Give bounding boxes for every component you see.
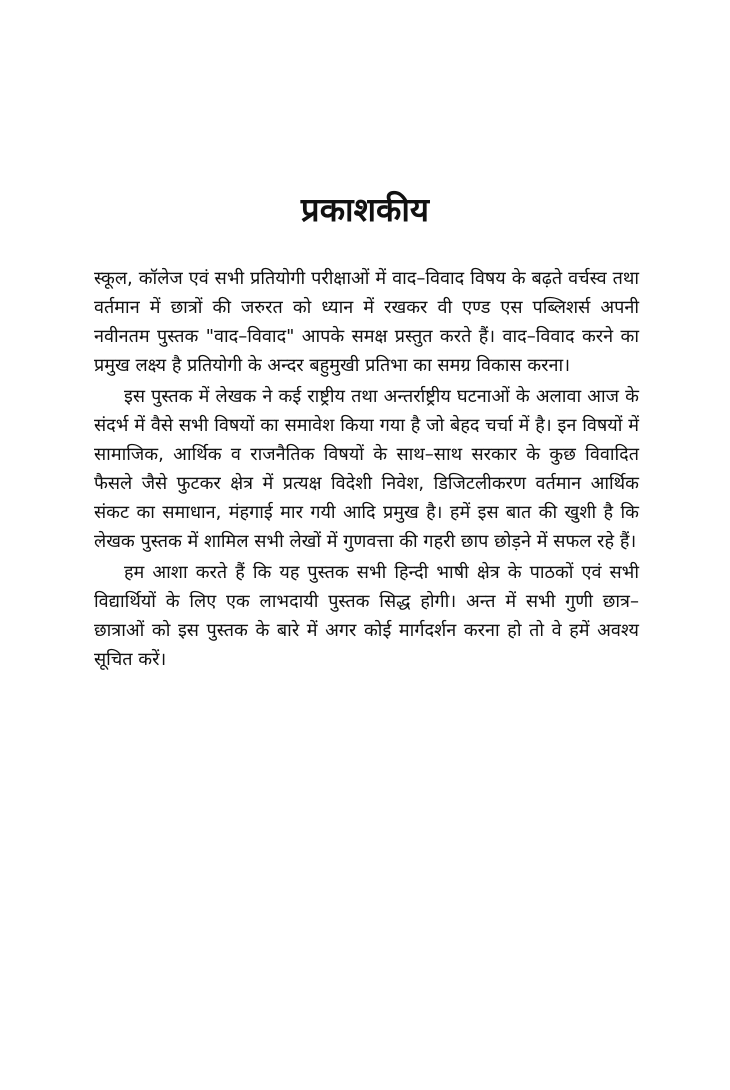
paragraph-3: हम आशा करते हैं कि यह पुस्तक सभी हिन्दी भाषी क्षेत्र के पाठकों एवं सभी विद्यार्थियों के लिए एक लाभदायी पुस्तक सिद्ध होगी। अन्त में सभी गुणी छात्र–छात्राओं को इस पुस्तक के बारे में अगर कोई मार्गदर्शन करना हो तो वे हमें अवश्य सूचित करें।	[94, 562, 639, 670]
page-title: प्रकाशकीय	[300, 190, 430, 229]
body-text	[94, 264, 639, 674]
paragraph-2: इस पुस्तक में लेखक ने कई राष्ट्रीय तथा अन्तर्राष्ट्रीय घटनाओं के अलावा आज के संदर्भ में वैसे सभी विषयों का समावेश किया गया है जो बेहद चर्चा में है। इन विषयों में सामाजिक, आर्थिक व राजनैतिक विषयों के साथ–साथ सरकार के कुछ विवादित फैसले जैसे फुटकर क्षेत्र में प्रत्यक्ष विदेशी निवेश, डिजिटलीकरण वर्तमान आर्थिक संकट का समाधान, मंहगाई मार गयी आदि प्रमुख है। हमें इस बात की खुशी है कि लेखक पुस्तक में शामिल सभी लेखों में गुणवत्ता की गहरी छाप छोड़ने में सफल रहे हैं।	[94, 386, 639, 552]
paragraph-1: स्कूल, कॉलेज एवं सभी प्रतियोगी परीक्षाओं में वाद–विवाद विषय के बढ़ते वर्चस्व तथा वर्तमान में छात्रों की जरुरत को ध्यान में रखकर वी एण्ड एस पब्लिशर्स अपनी नवीनतम पुस्तक "वाद–विवाद" आपके समक्ष प्रस्तुत करते हैं। वाद–विवाद करने का प्रमुख लक्ष्य है प्रतियोगी के अन्दर बहुमुखी प्रतिभा का समग्र विकास करना।	[94, 268, 639, 376]
